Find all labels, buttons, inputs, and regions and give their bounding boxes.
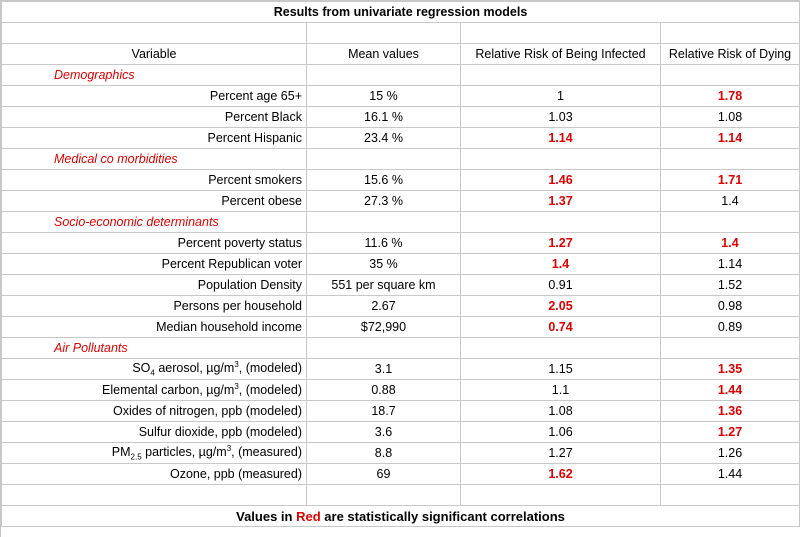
variable-cell bbox=[2, 443, 307, 464]
mean-cell: 69 bbox=[307, 464, 461, 485]
section-row bbox=[2, 338, 800, 359]
infected-cell: 1 bbox=[461, 86, 661, 107]
mean-cell: 3.6 bbox=[307, 422, 461, 443]
mean-cell: 11.6 % bbox=[307, 233, 461, 254]
so4-text-c: , (modeled) bbox=[238, 361, 302, 376]
footer-row bbox=[2, 506, 800, 527]
so4-subscript: 4 bbox=[150, 368, 155, 378]
infected-cell: 1.08 bbox=[461, 401, 661, 422]
infected-cell: 1.27 bbox=[461, 233, 661, 254]
table-row bbox=[2, 191, 800, 212]
section-socio-economic: Socio-economic determinants bbox=[2, 212, 307, 233]
variable-cell: Oxides of nitrogen, ppb (modeled) bbox=[2, 401, 307, 422]
footer-text-after: are statistically significant correlations bbox=[320, 508, 565, 524]
variable-cell: Percent age 65+ bbox=[2, 86, 307, 107]
table-row bbox=[2, 380, 800, 401]
table-row bbox=[2, 275, 800, 296]
header-mean-values: Mean values bbox=[307, 44, 461, 65]
variable-cell bbox=[2, 359, 307, 380]
ec-text-a: Elemental carbon, µg/m bbox=[102, 383, 235, 398]
mean-cell: 0.88 bbox=[307, 380, 461, 401]
variable-cell: Percent obese bbox=[2, 191, 307, 212]
footer-red-word: Red bbox=[296, 508, 321, 524]
footer-note bbox=[2, 506, 800, 527]
pm-text-a: PM bbox=[111, 445, 131, 460]
mean-cell: 27.3 % bbox=[307, 191, 461, 212]
variable-cell: Population Density bbox=[2, 275, 307, 296]
title-row bbox=[2, 2, 800, 23]
infected-cell: 1.15 bbox=[461, 359, 661, 380]
results-table bbox=[1, 1, 800, 527]
table-row bbox=[2, 464, 800, 485]
ec-superscript: 3 bbox=[234, 382, 239, 392]
dying-cell: 1.4 bbox=[661, 233, 800, 254]
table-row bbox=[2, 422, 800, 443]
mean-cell: 23.4 % bbox=[307, 128, 461, 149]
dying-cell: 1.44 bbox=[661, 380, 800, 401]
blank-row bbox=[2, 485, 800, 506]
section-demographics: Demographics bbox=[2, 65, 307, 86]
infected-cell: 1.14 bbox=[461, 128, 661, 149]
table-row bbox=[2, 107, 800, 128]
variable-cell: Percent Hispanic bbox=[2, 128, 307, 149]
infected-cell: 1.46 bbox=[461, 170, 661, 191]
mean-cell: 15 % bbox=[307, 86, 461, 107]
mean-cell: 16.1 % bbox=[307, 107, 461, 128]
mean-cell: 3.1 bbox=[307, 359, 461, 380]
variable-cell: Persons per household bbox=[2, 296, 307, 317]
mean-cell: 551 per square km bbox=[307, 275, 461, 296]
section-row bbox=[2, 65, 800, 86]
infected-cell: 0.91 bbox=[461, 275, 661, 296]
mean-cell: 15.6 % bbox=[307, 170, 461, 191]
variable-cell: Sulfur dioxide, ppb (modeled) bbox=[2, 422, 307, 443]
variable-cell: Percent smokers bbox=[2, 170, 307, 191]
infected-cell: 1.4 bbox=[461, 254, 661, 275]
ec-text-c: , (modeled) bbox=[238, 383, 302, 398]
section-medical: Medical co morbidities bbox=[2, 149, 307, 170]
infected-cell: 1.03 bbox=[461, 107, 661, 128]
dying-cell: 0.98 bbox=[661, 296, 800, 317]
table-title: Results from univariate regression models bbox=[2, 2, 800, 23]
mean-cell: 35 % bbox=[307, 254, 461, 275]
section-air-pollutants: Air Pollutants bbox=[2, 338, 307, 359]
mean-cell: 18.7 bbox=[307, 401, 461, 422]
dying-cell: 1.44 bbox=[661, 464, 800, 485]
table-row bbox=[2, 317, 800, 338]
dying-cell: 1.71 bbox=[661, 170, 800, 191]
variable-cell: Percent Black bbox=[2, 107, 307, 128]
dying-cell: 1.26 bbox=[661, 443, 800, 464]
dying-cell: 1.08 bbox=[661, 107, 800, 128]
dying-cell: 1.35 bbox=[661, 359, 800, 380]
dying-cell: 1.78 bbox=[661, 86, 800, 107]
header-row bbox=[2, 44, 800, 65]
so4-text-a: SO bbox=[132, 361, 151, 376]
variable-cell: Ozone, ppb (measured) bbox=[2, 464, 307, 485]
header-variable: Variable bbox=[2, 44, 307, 65]
table-row bbox=[2, 254, 800, 275]
dying-cell: 1.4 bbox=[661, 191, 800, 212]
dying-cell: 1.14 bbox=[661, 254, 800, 275]
pm-subscript: 2.5 bbox=[130, 452, 142, 462]
variable-cell: Median household income bbox=[2, 317, 307, 338]
mean-cell: $72,990 bbox=[307, 317, 461, 338]
pm-superscript: 3 bbox=[226, 444, 232, 454]
table-row bbox=[2, 359, 800, 380]
header-risk-infected: Relative Risk of Being Infected bbox=[461, 44, 661, 65]
pm-text-b: particles, µg/m bbox=[141, 445, 227, 460]
infected-cell: 1.27 bbox=[461, 443, 661, 464]
dying-cell: 0.89 bbox=[661, 317, 800, 338]
infected-cell: 1.1 bbox=[461, 380, 661, 401]
table-row bbox=[2, 443, 800, 464]
dying-cell: 1.36 bbox=[661, 401, 800, 422]
infected-cell: 1.37 bbox=[461, 191, 661, 212]
dying-cell: 1.27 bbox=[661, 422, 800, 443]
table-row bbox=[2, 296, 800, 317]
mean-cell: 2.67 bbox=[307, 296, 461, 317]
infected-cell: 1.62 bbox=[461, 464, 661, 485]
table-row bbox=[2, 128, 800, 149]
mean-cell: 8.8 bbox=[307, 443, 461, 464]
section-row bbox=[2, 149, 800, 170]
footer-text-before: Values in bbox=[236, 508, 297, 524]
table-row bbox=[2, 86, 800, 107]
variable-cell bbox=[2, 380, 307, 401]
table-row bbox=[2, 401, 800, 422]
so4-superscript: 3 bbox=[234, 360, 239, 370]
dying-cell: 1.52 bbox=[661, 275, 800, 296]
dying-cell: 1.14 bbox=[661, 128, 800, 149]
table-row bbox=[2, 170, 800, 191]
variable-cell: Percent Republican voter bbox=[2, 254, 307, 275]
variable-cell: Percent poverty status bbox=[2, 233, 307, 254]
pm-text-c: , (measured) bbox=[231, 445, 302, 460]
infected-cell: 1.06 bbox=[461, 422, 661, 443]
header-risk-dying: Relative Risk of Dying bbox=[661, 44, 800, 65]
table-row bbox=[2, 233, 800, 254]
blank-row bbox=[2, 23, 800, 44]
infected-cell: 2.05 bbox=[461, 296, 661, 317]
section-row bbox=[2, 212, 800, 233]
so4-text-b: aerosol, µg/m bbox=[154, 361, 235, 376]
infected-cell: 0.74 bbox=[461, 317, 661, 338]
